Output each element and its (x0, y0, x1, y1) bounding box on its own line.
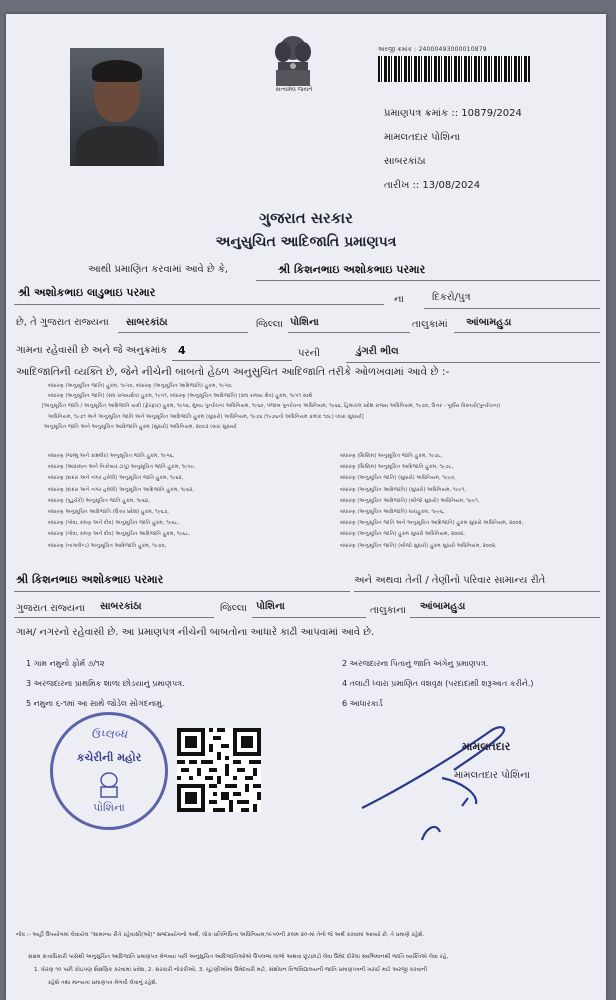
barcode (378, 56, 530, 82)
seal-top-text: ઉપ્લબ્ધ (90, 727, 128, 741)
order-line: બંધારણ (ગોવા, દમણ અને દીવ) અનુસૂચિત આદિજાતિ હુકમ, ૧૯૬૮, (48, 531, 190, 538)
document-item: 5 નમુના ૬-૧માં આ સાથે જોડેલ સોગંદનામું. (26, 699, 165, 708)
residence-district: સાબરકાંઠા (100, 601, 142, 612)
document-item: 4 તલાટી ધ્વારા પ્રમાણિત વંશવૃક્ષ (પરદાદાથી શરૂઆત કરીને.) (342, 679, 534, 688)
order-line: અનુસૂચિત જાતિ અને અનુસૂચિત આદિજાતિ હુકમ (સુધારો) અધિનિયમ, ૨૦૦૩ ધ્વારા સુધાર્યા (44, 423, 237, 430)
document-item: 2 અરજદારના પિતાનું જાતિ અંગેનુ પ્રમાણપત્ર. (342, 659, 489, 668)
order-line: બંધારણ (પુડુચેરી) અનુસૂચિત જાતિ હુકમ, ૧૯૬૪, (48, 497, 150, 504)
orders-top (42, 381, 501, 432)
page-title: ગુજરાત સરકાર (259, 209, 353, 227)
issuing-district: સાબરકાંઠા (384, 156, 426, 167)
office-seal (50, 712, 168, 830)
person-name: શ્રી કિશનભાઇ અશોકભાઇ પરમાર (278, 263, 426, 276)
certificate-page (6, 14, 606, 1000)
intro-text: આથી પ્રમાણિત કરવામાં આવે છે કે, (88, 264, 229, 275)
order-line: અધિનિયમ, ૧૯૭૧ અને અનુસૂચિત જાતિ અને અનુસૂચિત આદિજાતિ હુકમ (સુધારો) અધિનિયમ, ૧૯૭૬ (૧૯૭૬નો અધિનિયમ ક્રમાંક ૧૦૮) ધ્વારા સુધાર્યા] (48, 413, 364, 420)
footer-line-4: રહેશે તથા માન્યતા પ્રમાણપત્ર મેળવી લેવાનું રહેશે. (48, 980, 158, 986)
district: સાબરકાંઠા (126, 317, 168, 328)
order-line: બંધારણ (અનુસૂચિત જાતિ અને અનુસૂચિત આદિજાતિ) હુકમ સુધારો અધિનિયમ, ૨૦૦૨, (340, 520, 524, 527)
order-line: બંધારણ (દાદરા અને નગર હવેલી) અનુસૂચિત જાતિ હુકમ, ૧૯૬૨, (48, 475, 184, 482)
residence-taluka-label: તાલુકાના (370, 605, 407, 616)
qr-code (177, 728, 261, 812)
residence-district-name: પોશિના (256, 601, 285, 612)
document-item: 6 આધારકાર્ડ (342, 699, 383, 708)
relation-prefix: ના (394, 294, 404, 305)
order-line: બંધારણ (અનુસૂચિત આદિજાતિ) (સુધારો) અધિનિયમ, ૧૯૯૧, (340, 486, 466, 493)
residence-taluka: આંબામહુડા (420, 601, 466, 612)
applicant-photo (70, 48, 164, 166)
order-line: બંધારણ (સિક્કિમ) અનુસૂચિત જાતિ હુકમ, ૧૯૭૮, (340, 453, 443, 459)
village-line: ગામના રહેવાસી છે અને જે અનુક્રમાંક (16, 345, 168, 356)
order-line: બંધારણ (અનુસૂચિત જાતિ) (બીજો સુધારો) હુકમ સુધારો અધિનિયમ, ૨૦૦૨, (340, 542, 497, 549)
orders-left (48, 451, 195, 552)
order-line: બંધારણ (અનુસૂચિત જાતિ) હુકમ સુધારો અધિનિયમ, ૨૦૦૨, (340, 531, 465, 538)
order-line: બંધારણ (અનુસૂચિત આદિજાતિ) ધારાહુકમ, ૧૯૯૬, (340, 509, 445, 516)
order-line: બંધારણ અનુસૂચિત આદિજાતિ (ઉત્તર પ્રદેશ) હુકમ, ૧૯૬૭, (48, 509, 169, 516)
order-line: બંધારણ (સિક્કિમ) અનુસૂચિત આદિજાતિ હુકમ, ૧૯૭૮, (340, 464, 454, 471)
order-line: બંધારણ (નાગાલેન્ડ) અનુસૂચિત આદિજાતિ હુકમ, ૧૯૭૦, (48, 542, 167, 549)
emblem-motto: સત્યમેવ જયતે (275, 86, 313, 93)
documents-right (342, 654, 534, 714)
order-line: બંધારણ (આંદામાન અને નિકોબાર ટાપુ) અનુસૂચિત જાતિ હુકમ, ૧૯૫૯, (48, 464, 196, 471)
residence-state: ગુજરાત રાજ્યના (16, 603, 85, 614)
father-name: શ્રી અશોકભાઇ લાડુભાઇ પરમાર (18, 286, 156, 299)
order-line: બંધારણ (દાદરા અને નગર હવેલી) અનુસૂચિત આદિજાતિ હુકમ, ૧૯૬૨, (48, 486, 194, 493)
district-name: પોશિના (290, 317, 319, 328)
certificate-number: પ્રમાણપત્ર ક્રમાંક :: 10879/2024 (384, 108, 522, 119)
basis-line: ગામ/ નગરનો રહેવાસી છે. આ પ્રમાણપત્ર નીચેની બાબતોના આધારે કાઢી આપવામાં આવે છે. (16, 627, 375, 638)
signature-title: મામલતદાર (462, 740, 511, 753)
tribe-line: આદિજાતિની વ્યક્તિ છે, જેને નીચેની બાબતો હેઠળ અનુસુચિત આદિજાતિ તરીકે ઓળખવામાં આવે છે :- (16, 366, 450, 378)
residence-district-label: જિલ્લા (220, 603, 247, 614)
issue-date: તારીખ :: 13/08/2024 (384, 180, 481, 191)
order-line: [અનુસૂચિત જાતિ / અનુસૂચિત આદિજાતિ યાદી (ફેરફાર) હુકમ, ૧૯૫૬, મુંબઇ પુનર્રચના અધિનિયમ, ૧૯૬૦, પંજાબ પુનર્રચના અધિનિયમ, ૧૯૬૬, હિમાચલ પ્રદેશ રાજ્ય અધિનિયમ, ૧૯૭૦, ઉત્તર - પૂર્વીય વિસ્તારો(પુનર્રચના) (42, 403, 501, 410)
district-label: જિલ્લા (256, 319, 283, 330)
family-text: અને અથવા તેની / તેણીનો પરિવાર સામાન્ય રીતે (354, 575, 546, 586)
seal-bottom-text: પોશિના (93, 801, 125, 814)
signature-office: મામલતદાર પોશિના (454, 770, 531, 781)
order-line: બંધારણ (અનુસૂચિત આદિજાતિ) (બીજો સુધારો) અધિનિયમ, ૧૯૯૧, (340, 497, 480, 504)
relation: દિકરો/પુત્ર (432, 292, 471, 303)
state-prefix: છે, તે ગુજરાત રાજ્યના (16, 317, 109, 328)
taluka-label: તાલુકામાં (412, 319, 448, 330)
issuing-office: મામલતદાર પોશિના (384, 132, 461, 143)
residence-name: શ્રી કિશનભાઇ અશોકભાઇ પરમાર (16, 573, 164, 586)
documents-left (26, 654, 185, 714)
footer-note: નોંધ :- અહીં ઉપયોગમાં લેવાયેલ "સામાન્ય રીતે રહેવાસી(ઓ)" શબ્દપ્રયોગનો અર્થ, લોક-પ્રતિનિધિત્વ અધિનિયમ,૧૯૫૦ની કલમ ૨૦-માં તેનો જે અર્થ કરવામાં આવ્યો છે, તે પ્રમાણે રહેશે. (16, 932, 425, 938)
application-number: અરજી ક્રમાંક : 24000493000010879 (378, 46, 487, 53)
seal-emblem-icon (97, 771, 121, 799)
footer-line-3: 1. ધોરણ ૧૦ પછી કોઇપણ શૈક્ષણિક કરવામાં પ્રવેશ, 2. સરકારી નોકરીઓ, 3. ચૂંટણીઓમાં ઉમેદવારી માટે, સંશોધન વિશ્વવિદ્યાલયની જાતિ પ્રમાણપત્રની ખરાઈ માટે અરજી કરવાની (34, 967, 428, 973)
orders-right (340, 451, 523, 552)
order-line: બંધારણ (ગોવા, દમણ અને દીવ) અનુસૂચિત જાતિ હુકમ, ૧૯૬૮, (48, 520, 180, 527)
certificate-title: અનુસુચિત આદિજાતિ પ્રમાણપત્ર (215, 234, 397, 250)
footer-line-2: સક્ષમ સત્તાધિકારી પાસેથી અનુસુચિત આદિજાતિ પ્રમાણપત્ર મેળવ્યા પછી અનુસુચિત આદિજાતિઓએ ઉપલબ્ધ લાભો અથવા છૂટછાટો લેવા ઉમેદ દોરેલા સ્વાભિમાનથી જાતિ વ્યક્તિએ લેવા રહે, (28, 954, 449, 960)
serial-number: 4 (178, 344, 186, 357)
caste-label: પરની (298, 348, 320, 359)
taluka: આંબામહુડા (466, 317, 512, 328)
order-line: બંધારણ (અનુસૂચિત જાતિ) (સંઘ રાજ્યક્ષેત્ર) હુકમ, ૧૯૫૧, બંધારણ (અનુસૂચિત આદિજાતિ) (સંઘ રાજ્ય ક્ષેત્ર) હુકમ, ૧૯૫૧ સાથે (48, 393, 313, 400)
document-item: 1 ગામ નમુનો ફોર્મ ૭/૧૨ (26, 659, 105, 668)
document-item: 3 અરજદારના પ્રાથમિક શાળા છોડયાનું પ્રમાણપત્ર. (26, 679, 185, 688)
order-line: બંધારણ (અનુસૂચિત જાતિ) (સુધારો) અધિનિયમ, ૧૯૯૦, (340, 475, 456, 482)
order-line: બંધારણ (અનુસૂચિત જાતિ) હુકમ, ૧૯૫૦, બંધારણ (અનુસૂચિત આદિજાતિ) હુકમ, ૧૯૫૦, (48, 383, 233, 389)
order-line: બંધારણ (જમ્મુ અને કાશ્મીર) અનુસૂચિત જાતિ હુકમ, ૧૯૫૬, (48, 453, 175, 459)
seal-middle-text: કચેરીની મહોર (76, 751, 142, 764)
caste: ડુંગરી ભીલ (356, 346, 399, 357)
